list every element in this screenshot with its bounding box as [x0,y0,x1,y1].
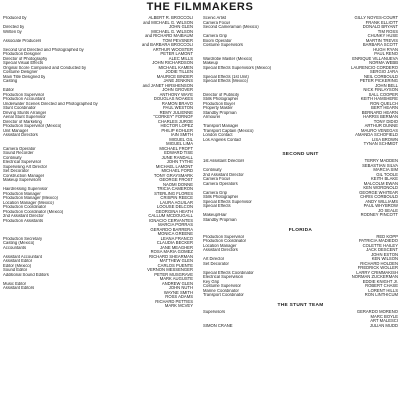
credit-name: MICHAEL G. WILSON [151,28,193,34]
credit-role: Special Visual Effects [3,61,44,65]
credit-role: Underwater Scenes Directed and Photographed by [3,101,98,106]
credit-role: Production Supervisor [203,234,245,239]
credit-role: Camera Operators [203,181,238,186]
credit-role: Set Decorator [3,169,29,173]
credit-role: Boom Operator [203,38,232,43]
credit-role: Production Coordinator [203,239,247,243]
credit-role: Editor (Mexico) [3,263,32,268]
credit-role: Hairdressing Supervisor [3,187,48,191]
credit-role: Director of Publicity [203,92,240,97]
credit-name: CARLOS PUENTE [157,262,193,268]
credit-name: RICHARD HOLDEN [360,260,398,266]
credit-role: Los Angeles Contact [203,137,242,142]
credit-name: ENRIQUE VILLANUEVA [352,55,398,61]
credit-name: MARK MCVEY [164,303,193,308]
credit-name: PAUL RENO [374,51,398,56]
credit-name: RODNEY PINCOTT [360,212,398,217]
credit-name: ALEC MILLS [168,55,193,61]
credit-name: JOHN TYTHE [166,159,193,164]
credit-role: Production Secretary [3,236,43,241]
credit-role: Construction Manager [3,173,45,178]
credit-role: Director of Photography [3,56,48,61]
credit-name: HARRIS BERMAN [363,114,398,119]
credit-name: MIGUEL LIMA [166,141,193,146]
credit-role: 2nd Assistant Director [3,214,44,218]
credit-role: Additional Sound Editors [3,272,49,277]
credit-role: Makeup [203,61,218,65]
credit-role: Camera Focus [203,177,231,181]
credit-role: Armourer [203,115,221,119]
credit-role: Assistant Editor [3,259,33,263]
credit-role: Makeup Supervisors [3,178,42,182]
credit-name: FRANK ELLIOTT [365,19,398,25]
credit-name: LOOUSE DELCON [156,204,193,209]
credit-name: LORENT HILLS [368,287,398,293]
credit-role: Special Effects Supervisor [203,199,252,204]
credit-name: CHARLES JUROE [157,118,193,124]
credit-name: LEANA FRANCO [160,235,193,241]
credit-name: MICHAEL FROFT [159,145,193,151]
credit-role: Special Effects (1st Unit) [203,74,249,79]
credit-name: ARTHUR WOOSTER [152,46,193,52]
credit-name: GEORGINA HEATH [155,208,193,214]
credit-role: Stills Photographer [203,97,239,101]
credit-role: Wardrobe Master (Mexico) [203,56,253,61]
credit-name: TYNAN SCHMIDT [363,141,398,146]
credit-name: ROSS ADAMS [165,294,193,299]
credit-role: Camera Focus [203,20,231,25]
credit-role: Unit Manager [3,128,29,133]
credit-role: Produced by [3,16,27,20]
credit-name: JOHN GLEN [169,24,193,29]
credit-name: RICHARD PETTIES [155,298,193,304]
credit-name: TONY DIDIO [373,118,398,124]
credit-role: Main Title Designed by [3,74,46,79]
credit-role: Transport Manager [203,124,239,128]
credit-name: MIGUEL GIL [169,136,193,142]
credit-role: London Contact [203,133,233,137]
credit-role: Continuity [203,168,222,172]
credit-name: RED KOPP [376,233,398,239]
credit-name: JODIE TILLEN [165,69,193,74]
credit-name: LAURENCIO CORDERO [351,64,398,70]
credit-name: VERNON MESSENGER [147,267,193,272]
credit-role: Production Buyer [203,101,236,106]
credit-name: MARC BOYLE [370,313,398,319]
credit-name: RON QUELCH [370,100,398,106]
credit-name: and MICHAEL G. WILSON [143,19,193,25]
credit-name: CLAUDIA BECKER [156,240,193,245]
credit-name: GEORGE WHITEAR [359,189,398,195]
credit-name: SERGIO JARA [369,69,398,74]
credit-name: TIM ROSS [377,28,398,34]
credit-name: JACK DESCENT [366,247,398,252]
credit-role: Production Supervisor [3,92,45,97]
credit-role: Art Director [203,257,225,261]
credit-row [3,304,193,309]
credit-name: TERRY MADDEN [364,158,398,163]
credits-column-left [3,16,193,309]
credit-name: JO SEALE [377,207,398,213]
credit-name: IAIN SMITH [170,132,193,137]
credit-name: CHRIS CORBOULD [360,194,398,199]
credit-name: MARK AUGUSTE [159,276,193,281]
credit-name: KEITH BLAKE [371,176,398,181]
credit-name: CRISPIN REECE [160,195,193,200]
credit-role: Aerial Stunt Supervisor [3,115,46,119]
credits-column-right [203,16,398,328]
section-heading: THE STUNT TEAM [277,303,324,308]
credit-role: Special Effects Coordinator [203,270,254,275]
credit-name: STERLING FLORES [154,190,193,196]
credit-name: SALL COOPER [368,91,398,97]
credit-role: Special Effects [203,204,231,208]
credit-name: HUGH RYAN [373,46,398,52]
credit-name: ANTHONY WAYE [159,91,193,97]
credit-role: Camera Grip [203,190,227,195]
credit-name: TONY GRAYSMARK [153,172,193,178]
credit-role: Production Accountant [3,97,45,101]
credit-name: KEN WORDNOLD [363,185,398,190]
credit-name: GERARDO BARRERA [150,226,193,232]
credit-name: RON LINTHICUM [364,292,398,297]
credit-role: Second Cameraman (Mexico) [203,25,259,29]
credit-name: BARBARA SCOTT [362,42,398,47]
credit-name: RAMON BRAVO [161,100,193,106]
credit-name: RICHARD SHEARMAN [149,253,193,259]
credit-name: PAUL WHYBROW [363,203,398,208]
credit-name: CALLUM MCDOUGALL [148,213,193,218]
credit-name: and RICHARD MAIBAUM [145,33,193,38]
credit-name: LARRY CRIMMAKISH [356,269,398,275]
credit-name: WAYNE SMITH [163,289,193,295]
credit-name: HECTOR LOPEZ [160,123,193,128]
credit-role: Scenic Artist [203,16,227,20]
credit-name: DONALD BRYANT [362,24,398,29]
credit-name: LAURA AGUILAR [159,199,193,205]
credit-role: Continuity [3,155,22,160]
credit-name: PETER PICKERING [359,78,398,83]
credit-name: EDWARD TISE [164,150,193,155]
credit-name: GERARDO MORENO [356,309,398,314]
credit-name: JULIAN MUDD [369,322,398,328]
credit-name: and BARBARA BROCCOLI [142,42,193,47]
credit-name: ROBERT CHASE [365,283,398,288]
credit-name: JOHN BELL [375,82,398,88]
credit-role: Camera Operator [3,146,36,151]
credit-name: MICHAEL LAMONT [155,163,193,169]
credit-name: TRICIA CAMERON [156,186,193,191]
credit-name: FREDRICK WOLLER [357,265,398,270]
credit-name: JOHN NUTH [168,285,193,290]
credit-role: Location Manager [203,243,237,248]
credit-role: Production Designer [3,52,41,56]
credit-name: JANE MEAGHER [159,244,193,250]
credit-role: Key Grip [203,279,220,284]
credit-role: Transport Coordinator [203,293,244,297]
credit-role: Transport Captain (Mexico) [203,128,254,133]
credit-role: Location Manager (Mexico) [3,200,54,205]
credit-name: ARTHUR DUNNE [364,123,398,128]
credit-name: ART MALESCI [370,318,398,323]
credit-row [203,218,398,223]
credit-role: Special Effects Supervisors (Mexico) [203,65,272,70]
credit-row [203,324,398,329]
credit-role: Assistant Directors [203,248,238,252]
credit-role: Property Master [203,106,233,110]
credit-name: TOM PEVSNER [162,37,193,43]
credit-name: and JANET HIRSHENSON [142,82,193,88]
credit-role: 1st Assistant Directors [203,159,245,163]
page-title: THE FILMMAKERS [146,1,254,13]
credit-role: Costume Designer [3,70,38,74]
credit-role: Production Manager (Mexico) [3,196,58,200]
credit-role: Music Editor [3,281,27,286]
credit-role: Production Manager [3,191,41,196]
credit-name: ROSA MARIA GOMEZ [150,249,193,254]
credit-name: GIL TOOLE [376,171,398,177]
credit-role: Electrical Supervisor [3,160,42,164]
credit-name: MARCIA SIM [373,167,398,172]
credit-name: NORMAN ZUCKERMAN [351,274,398,279]
credit-role: Production Coordinator (Mexico) [3,209,64,214]
credit-name: COLETTE HAILEY [362,242,398,248]
credit-name: MONICA GREENE [157,231,193,236]
credit-row [203,293,398,298]
credit-role: Camera Grip [203,34,227,38]
credit-name: GILLY NOYES-COURT [354,15,398,20]
credit-name: JOHN GROVER [162,87,193,92]
credit-name: NICK FINLAYSON [363,87,398,92]
credit-name: EDDIE KNIGHT Jr. [362,278,398,284]
credit-role: Costume Supervisors [203,43,244,47]
credit-name: PETER MUSGRAVE [154,271,193,277]
credit-role: Sound Editor [3,268,28,272]
credit-name: MALCOLM EWAN [363,180,398,186]
credit-name: ANDREW GLEN [161,280,193,286]
credit-name: AMANDA SCHOFIELD [355,132,398,137]
credit-name: KEN WILSON [371,256,398,261]
section-heading: SECOND UNIT [282,152,319,157]
credit-name: BERNARD HEARN [361,109,398,115]
credit-role: Driving Stunts Arranger [3,110,47,115]
credit-role: Stills Photographer [203,195,239,199]
credit-role: Original Score Composed and Conducted by [3,65,87,70]
credit-name: GEORGE FROST [159,177,193,182]
credit-name: PAUL WESTON [163,105,193,110]
credit-name: MICHAEL FORD [161,168,193,173]
credit-name: PHILIP KOHLER [161,127,193,133]
credit-name: MATTHEW GLEN [159,258,193,263]
credit-role: Assistant Editors [3,286,35,290]
credit-role: Written by [3,29,22,34]
credit-name: "CORKEY" FORNOF [153,114,193,119]
credit-name: NAOMI DONNE [162,181,193,187]
credit-role: Assistant Accountant [3,254,42,259]
credit-role: Sound Recorder [3,151,34,155]
credit-name: CHUNKY HUSE [367,33,398,38]
credit-role: Supervising Art Director [3,164,47,169]
credit-role: Associate Producers [3,38,42,43]
credit-name: IGNACIO CERVANTES [148,217,193,223]
credit-name: PATRICIA MADIEDO [358,238,398,243]
credit-role: Makeup/Hair [203,213,227,217]
credit-role: Standby Propman [203,217,237,222]
credit-name: NORMA WEBB [369,60,398,65]
credit-name: MARCIA PORRAS [158,222,193,227]
credit-role: Standby Propman [203,110,237,115]
credit-name: BERT HEARN [371,105,398,110]
credit-role: Set Decorator [203,261,229,266]
credit-role: Directed by [3,25,25,29]
credit-role: Production Supervisor (Mexico) [3,124,62,128]
credit-name: MAURO VENEGAS [361,127,398,133]
credit-name: MICHAEL KAMEN [158,64,193,70]
credit-role: Stunt Coordinator [3,106,36,110]
credit-role: Assistant Directors [3,133,38,137]
credit-name: DOUGLAS NOAKES [153,96,193,101]
credit-role: Director of Marketing [3,119,42,124]
credit-name: REMY JULIENNE [159,109,193,115]
credit-name: ALBERT R. BROCCOLI [148,15,193,20]
credit-name: NEIL CORBOULD [363,73,398,79]
credit-role: Supervisors [203,310,226,314]
credit-name: JANE JENKINS [163,78,193,83]
credit-role: Special Effects (Mexico) [203,79,248,83]
credit-role: Electrical Supervision [203,275,244,279]
credit-name: JOHN ESTON [371,251,398,257]
credit-name: SEBASTIAN SILVA [362,162,398,168]
credit-name: PETER LAMONT [160,51,193,56]
credit-role: Production Coordinator [3,205,47,209]
credit-role: Production Assistants [3,218,44,223]
credit-name: JUNE RANDALL [161,154,193,160]
credit-role: Casting [3,79,18,83]
credit-name: LISA BROWN [371,136,398,142]
credit-role: Accountants [3,245,27,250]
credit-role: Costume Supervisor [203,284,241,288]
section-heading: FLORIDA [288,227,313,233]
credit-role: 2nd Assistant Director [203,172,244,177]
credit-role: Casting (Mexico) [3,241,35,245]
credit-role: Editor [3,88,14,92]
credit-role: SIMON CRANE [203,323,233,328]
credit-name: MARTIN TREVIS [365,37,398,43]
credit-name: ANDY WILLIAMS [365,198,398,204]
credit-role: Second Unit Directed and Photographed by [3,47,84,52]
credit-name: JOHN RICHARDSON [152,60,193,65]
credit-name: MAURICE BINDER [156,73,193,79]
credit-name: KEITH HAMSHERE [360,96,398,101]
credit-role: Marine Coordinator [203,288,239,293]
credit-row [203,142,398,147]
